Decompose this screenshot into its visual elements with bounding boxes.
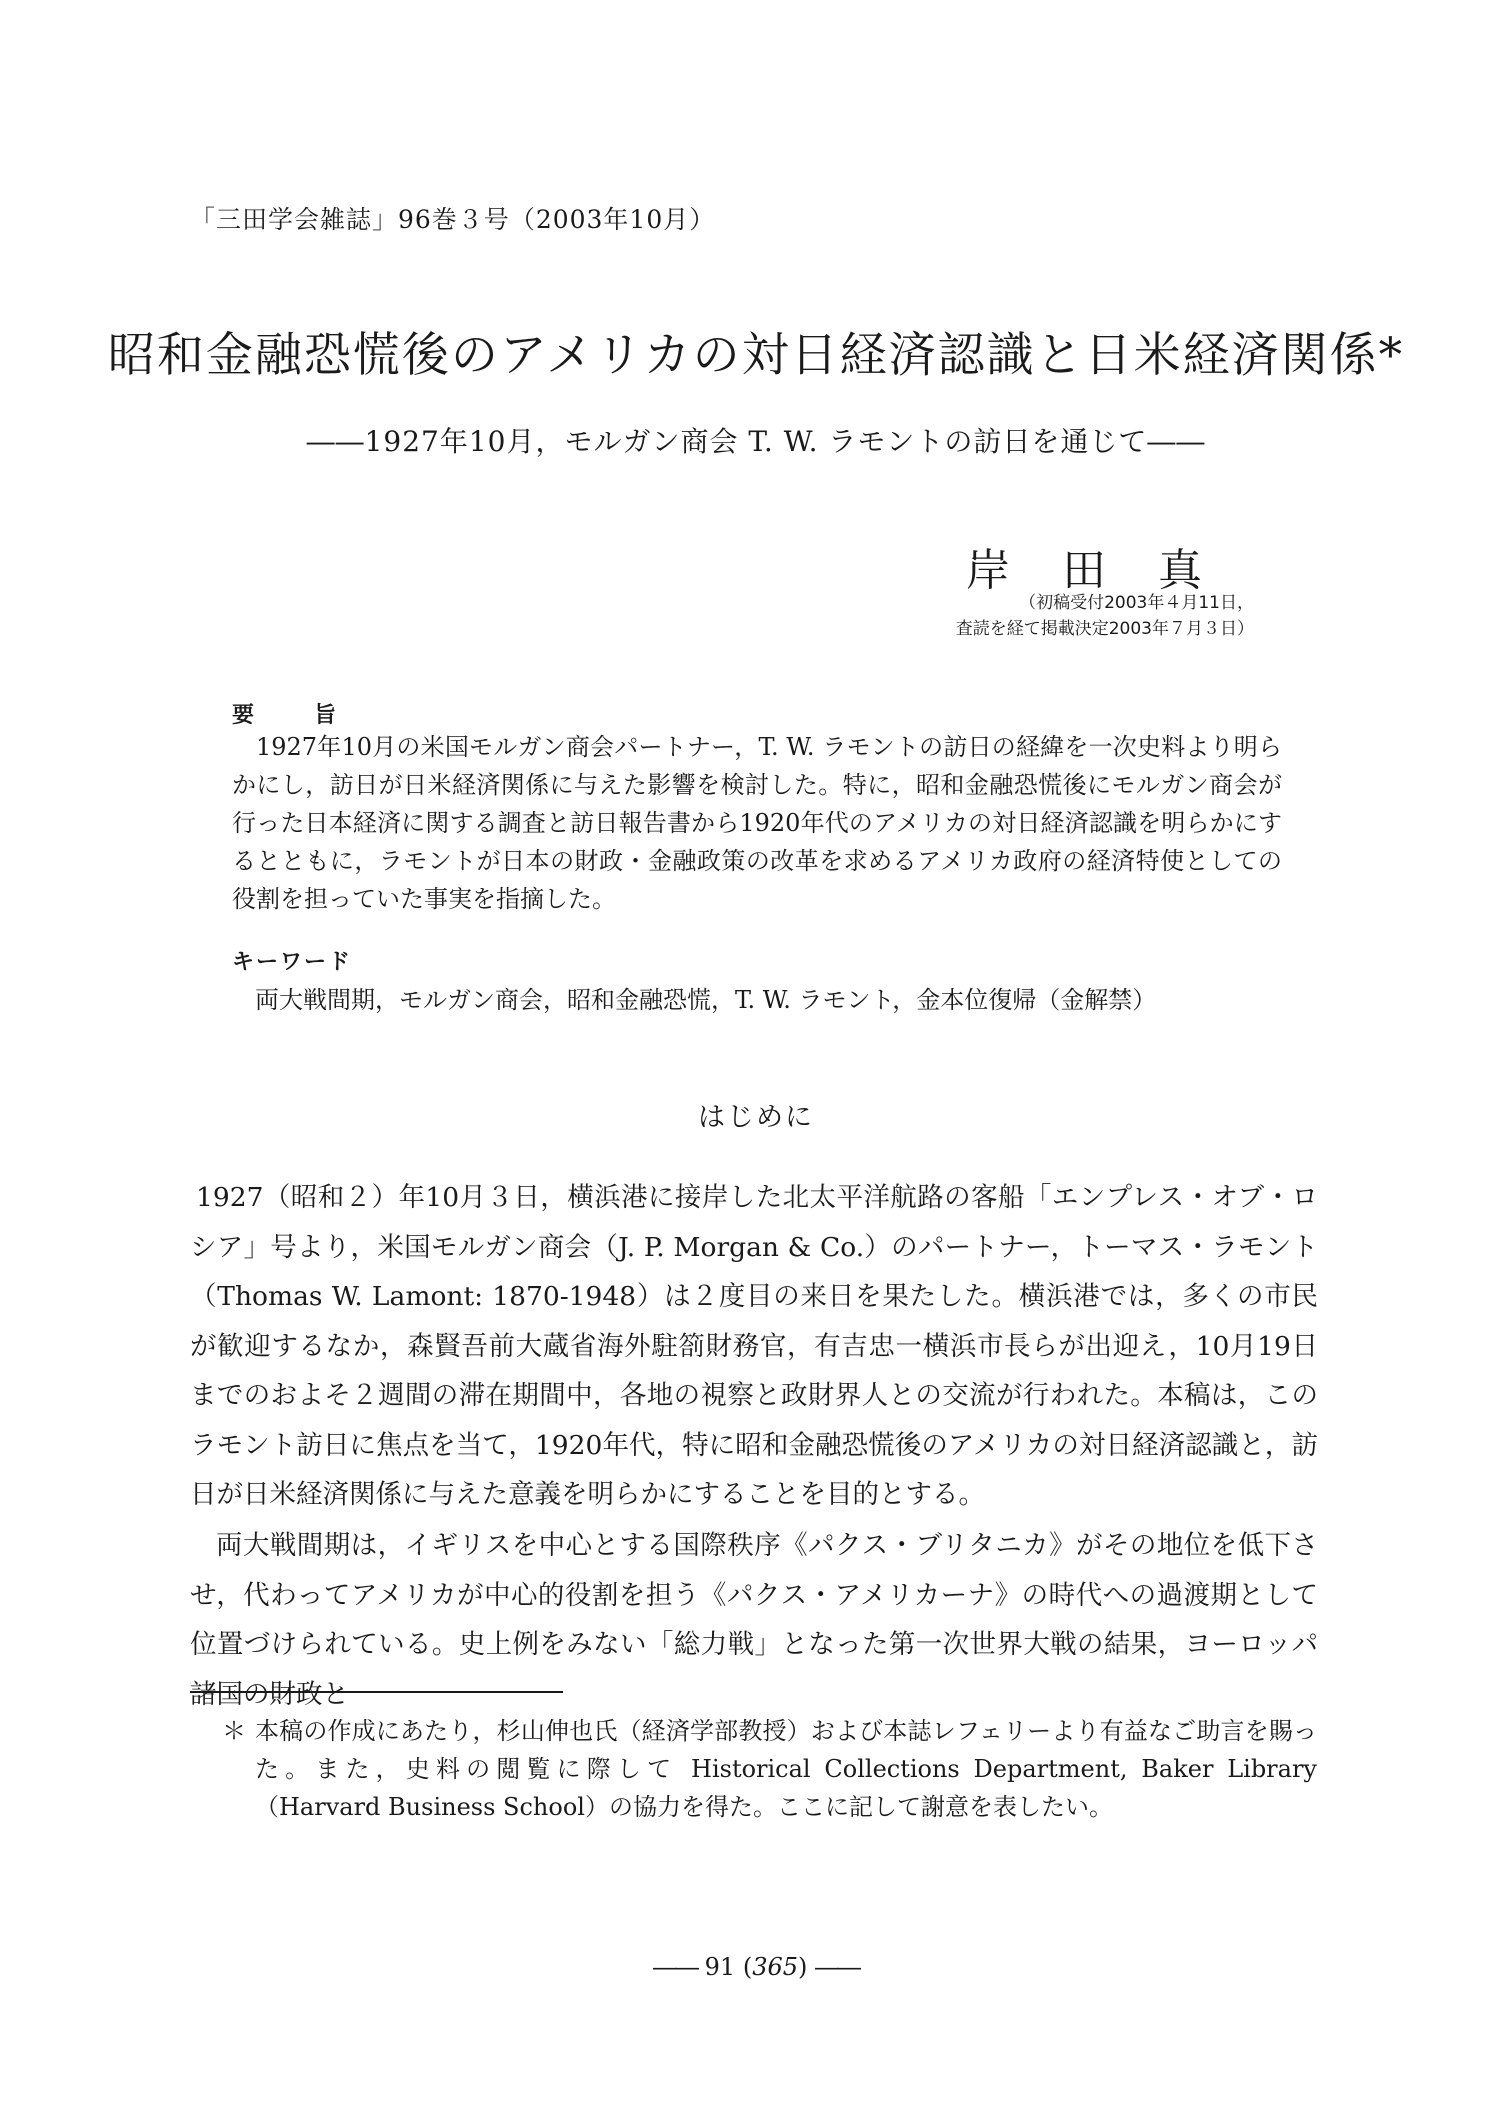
folio-dash-right: ―― — [815, 1953, 860, 1981]
folio-dash-left: ―― — [652, 1953, 697, 1981]
body-paragraph-2: 両大戦間期は，イギリスを中心とする国際秩序《パクス・ブリタニカ》がその地位を低下させ，代わってアメリカが中心的役割を担う《パクス・アメリカーナ》の時代への過渡期として位置づけられている。史上例をみない「総力戦」となった第一次世界大戦の結果，ヨーロッパ諸国の財政と — [190, 1530, 1318, 1710]
keywords-list: 両大戦間期，モルガン商会，昭和金融恐慌，T. W. ラモント，金本位復帰（金解禁） — [255, 986, 1157, 1014]
article-title: 昭和金融恐慌後のアメリカの対日経済認識と日米経済関係* — [107, 328, 1405, 383]
abstract-heading: 要旨 — [232, 703, 397, 728]
page-folio: ―― 91 (365) ―― — [652, 1953, 860, 1981]
section-heading-introduction: はじめに — [698, 1102, 814, 1133]
keywords-heading: キーワード — [232, 950, 353, 975]
volume-page-number: 365 — [752, 1953, 798, 1981]
footnote-divider — [190, 1691, 563, 1693]
journal-header: 「三田学会雑誌」96巻３号（2003年10月） — [190, 205, 716, 234]
accepted-date-note: 査読を経て掲載決定2003年７月３日） — [955, 619, 1254, 639]
footnote-text: 本稿の作成にあたり，杉山伸也氏（経済学部教授）および本誌レフェリーより有益なご助言を賜った。また，史料の閲覧に際して Historical Collections Department, Baker Library（Harvard Business School）の協力を得た。ここに記して謝意を表したい。 — [255, 1717, 1317, 1821]
article-subtitle: ――1927年10月，モルガン商会 T. W. ラモントの訪日を通じて―― — [306, 425, 1206, 458]
page-number: 91 — [704, 1953, 736, 1981]
body-paragraph-1: 1927（昭和２）年10月３日，横浜港に接岸した北太平洋航路の客船「エンプレス・オブ・ロシア」号より，米国モルガン商会（J. P. Morgan & Co.）のパートナー，トーマス・ラモント（Thomas W. Lamont: 1870-1948）は２度目の来日を果たした。横浜港では，多くの市民が歓迎するなか，森賢吾前大蔵省海外駐箚財務官，有吉忠一横浜市長らが出迎え，10月19日までのおよそ２週間の滞在期間中，各地の視察と政財界人との交流が行われた。本稿は，このラモント訪日に焦点を当て，1920年代，特に昭和金融恐慌後のアメリカの対日経済認識と，訪日が日米経済関係に与えた意義を明らかにすることを目的とする。 — [190, 1182, 1318, 1510]
footnote-mark: ＊ — [222, 1717, 246, 1745]
author-name: 岸田真 — [966, 545, 1254, 596]
abstract-body: 1927年10月の米国モルガン商会パートナー，T. W. ラモントの訪日の経緯を一次史料より明らかにし，訪日が日米経済関係に与えた影響を検討した。特に，昭和金融恐慌後にモルガン商会が行った日本経済に関する調査と訪日報告書から1920年代のアメリカの対日経済認識を明らかにするとともに，ラモントが日本の財政・金融政策の改革を求めるアメリカ政府の経済特使としての役割を担っていた事実を指摘した。 — [232, 733, 1282, 913]
received-date-note: （初稿受付2003年４月11日， — [1019, 593, 1254, 613]
